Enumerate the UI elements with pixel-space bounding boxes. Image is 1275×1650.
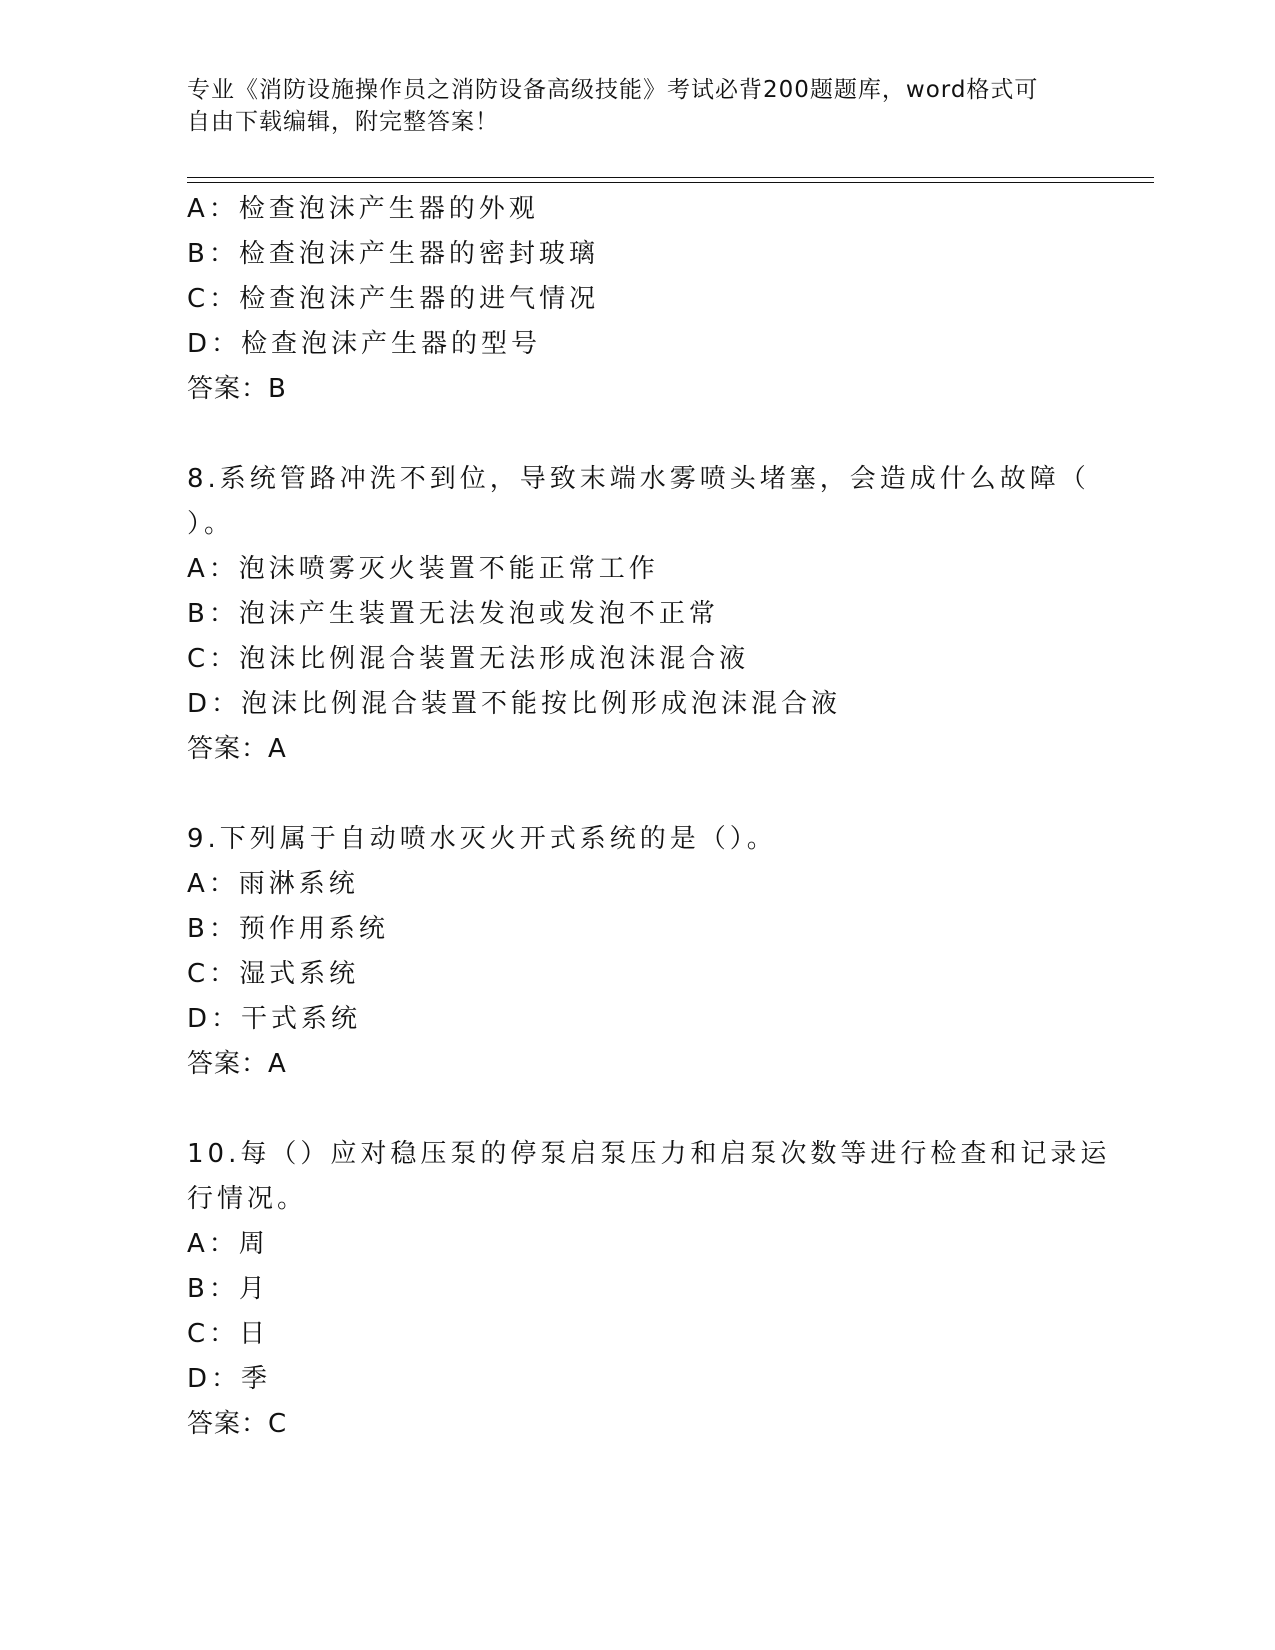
q8-option-b: B：泡沫产生装置无法发泡或发泡不正常 xyxy=(187,599,719,629)
q10-answer: 答案：C xyxy=(187,1409,288,1439)
header-divider-bottom xyxy=(187,182,1154,183)
q9-answer: 答案：A xyxy=(187,1049,287,1079)
q9-option-d: D：干式系统 xyxy=(187,1004,362,1034)
q9-option-c: C：湿式系统 xyxy=(187,959,360,989)
q10-stem-line-2: 行情况。 xyxy=(187,1184,308,1214)
q10-option-d: D：季 xyxy=(187,1364,272,1394)
q9-stem-line-1: 9.下列属于自动喷水灭火开式系统的是（）。 xyxy=(187,824,777,854)
q8-stem-line-2: ）。 xyxy=(187,509,235,539)
q7-option-d: D：检查泡沫产生器的型号 xyxy=(187,329,542,359)
q8-option-c: C：泡沫比例混合装置无法形成泡沫混合液 xyxy=(187,644,750,674)
header-title-line-2: 自由下载编辑，附完整答案！ xyxy=(187,109,499,135)
q8-option-d: D：泡沫比例混合装置不能按比例形成泡沫混合液 xyxy=(187,689,842,719)
header-divider-top xyxy=(187,177,1154,178)
q7-option-b: B：检查泡沫产生器的密封玻璃 xyxy=(187,239,599,269)
q8-stem-line-1: 8.系统管路冲洗不到位，导致末端水雾喷头堵塞，会造成什么故障（ xyxy=(187,464,1090,494)
q10-option-c: C：日 xyxy=(187,1319,270,1349)
document-header xyxy=(187,74,1067,138)
q9-option-a: A：雨淋系统 xyxy=(187,869,359,899)
header-title-line-1: 专业《消防设施操作员之消防设备高级技能》考试必背200题题库，word格式可 xyxy=(187,77,1039,103)
q7-answer: 答案：B xyxy=(187,374,287,404)
q7-option-a: A：检查泡沫产生器的外观 xyxy=(187,194,539,224)
q8-option-a: A：泡沫喷雾灭火装置不能正常工作 xyxy=(187,554,659,584)
q10-stem-line-1: 10.每（）应对稳压泵的停泵启泵压力和启泵次数等进行检查和记录运 xyxy=(187,1139,1111,1169)
q7-option-c: C：检查泡沫产生器的进气情况 xyxy=(187,284,600,314)
q10-option-a: A：周 xyxy=(187,1229,269,1259)
q10-option-b: B：月 xyxy=(187,1274,269,1304)
q8-answer: 答案：A xyxy=(187,734,287,764)
q9-option-b: B：预作用系统 xyxy=(187,914,389,944)
